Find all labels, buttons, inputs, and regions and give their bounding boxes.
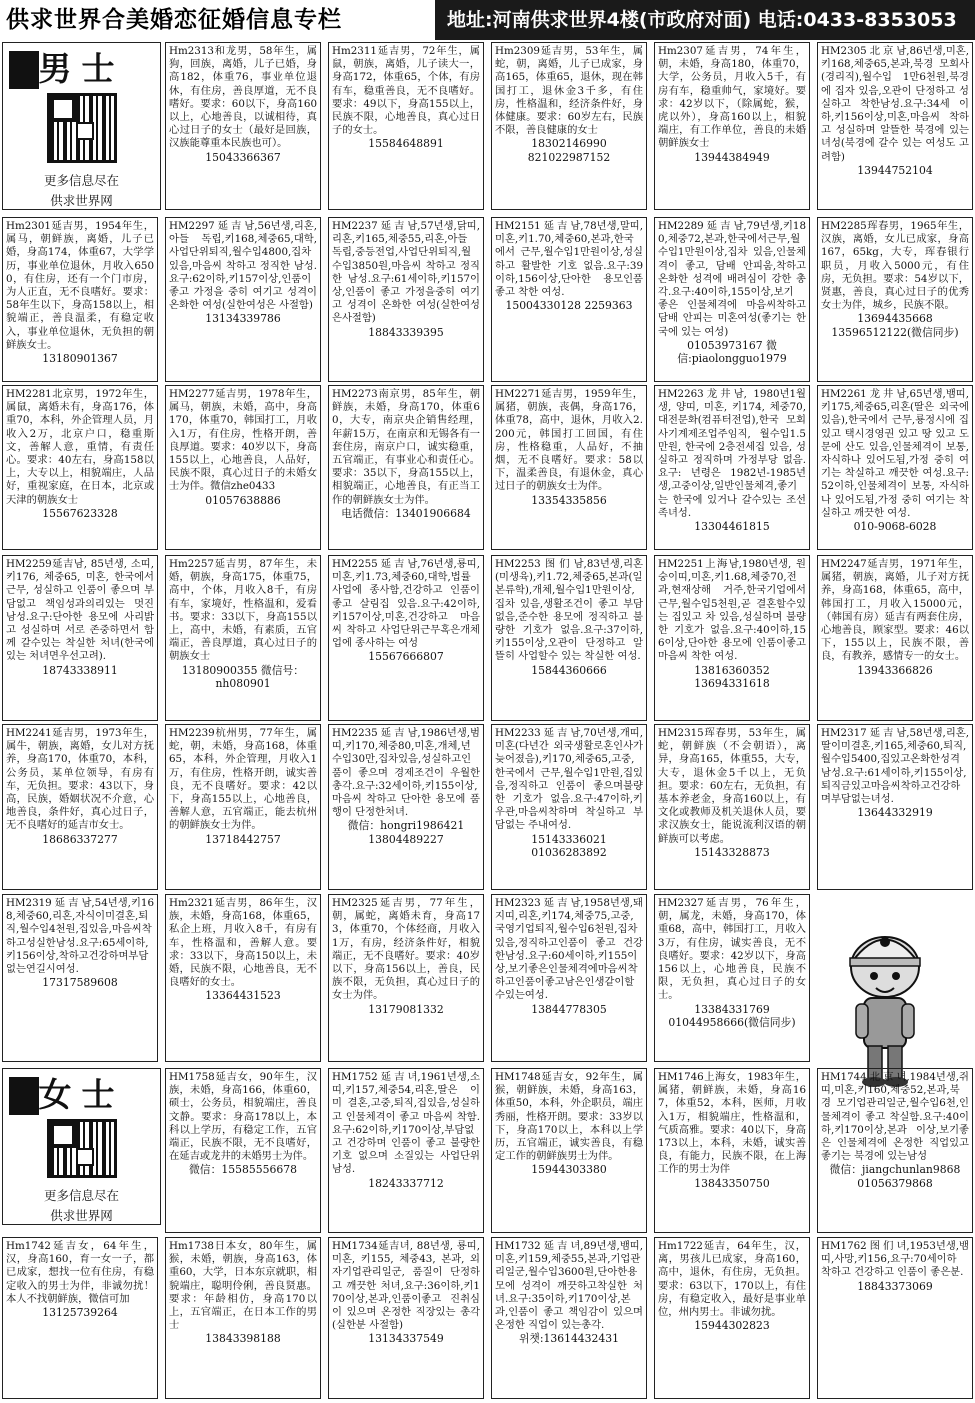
- ad-contact: 13944752104: [857, 163, 933, 177]
- ad-contact: 17317589608: [42, 976, 118, 990]
- header: [0, 0, 975, 40]
- ad-card: [2, 555, 158, 721]
- ad-card: [328, 1068, 484, 1233]
- ad-text: HM2247延吉男，1971年生，属猪，朝族，离婚，儿子对方抚养，身高168，体重65，高中，韩国打工，月收入15000元，（韩国有房）延吉有两套住房，心地善良，顾家型。要求：46以下，155以上，民族不限，善良，有教养，感情专一的女士。: [821, 558, 969, 663]
- ad-text: HM2273南京男，85年生，朝鲜族，未婚，身高170，体重60，大专，南京央企销售经理，年薪15万，在南京和无锡各有一套住房，南京户口，诚实稳重，五官端正，有事业心和责任心。要求：35以下，身高155以上，相貌端正，心地善良，有正当工作的朝鲜族女士为伴。: [332, 388, 480, 506]
- ad-card: [165, 894, 321, 1062]
- ad-contact: 13943366826: [857, 663, 933, 677]
- ad-card: [328, 724, 484, 890]
- ad-text: HM2327延吉男，76年生，朝，属龙，未婚，身高170，体重68，高中，韩国打工，月收入3万，有住房，诚实善良，无不良嗜好。要求：42岁以下，身高156以上，心地善良，民族不限，无负担，真心过日子的女士。: [658, 897, 806, 1002]
- ad-text: HM2319延吉남,54년생,키168,체중60,리혼,자식이미결혼,퇴직,월수입4천원,집있음,마음씨착하고성실한남성.요구:65세이하,키156이상,착하고건강하며부담없는연길시여성.: [6, 897, 154, 976]
- ad-contact: 15944303380: [531, 1163, 607, 1177]
- ad-card: [817, 555, 973, 721]
- mascot-illustration: [830, 912, 940, 1092]
- ad-card: [165, 724, 321, 890]
- ad-text: HM2237延吉남,57년생,닭띠,리혼,키165,체중55,리혼,아들 독립,중등전업,사업단위퇴직,월수입3850원,마음씨 착하고 정직한 남성.요구:61세이하,키157이상,인품이 좋고 가정을중히 여기고 성격이 온화한 여성(실한여성은사절함): [332, 220, 480, 325]
- ad-text: HM2239杭州男，77年生，属蛇，朝，未婚，身高168，体重65，本科，外企管理，月收入1万，有住房，性格开朗，诚实善良，无不良嗜好。要求：42以下，身高155以上，心地善良，善解人意，五官端正，能去杭州的朝鲜族女士为伴。: [169, 727, 317, 832]
- ad-contact: 01053973167 微信:piaolongguo1979: [677, 338, 787, 366]
- ad-card: [817, 217, 973, 382]
- ad-card: [491, 385, 647, 550]
- ad-text: HM1744北京녀,1984년생,쥐띠,미혼,키160,체중52,본과,북경 모기업관리일군,월수입6천,인물체격이 좋고 착실함.요구:40이하,키170이상,본과 이상,보기좋은 인물체격에 온정한 직업있고 좋기는 북경에 있는남성: [821, 1071, 969, 1163]
- ad-text: HM2151延吉남,78년생,말띠,미혼,키1.70,체중60,본과,한국에서 근무,월수입1만원이상,성실하고 활발한 기호 없음.요구:39이하,156이상,단아한 용모인품 좋고 착한 여성.: [495, 220, 643, 299]
- more-info-text: 更多信息尽在: [43, 1188, 119, 1203]
- ad-contact: 13134337549: [368, 1332, 444, 1346]
- ad-card: [165, 1068, 321, 1233]
- ad-text: HM2305北京남,86년생,미혼,키168,체중65,본과,북경 모회사(경리직),월수입 1만6천원,북경에 집자 있음,오관이 단정하고 성실하고 착한남성.요구:34세 이하,키156이상,미혼,마음씨 착하고 성실하며 알뜰한 북경에 있는 녀성(북경에 갈수 있는 여성도 고려함): [821, 45, 969, 163]
- site-name: 供求世界网: [50, 193, 113, 208]
- qr-code-icon: [47, 93, 117, 163]
- ad-contact: 15004330128 2259363: [505, 299, 633, 313]
- ad-contact: 15944302823: [694, 1319, 770, 1333]
- ad-contact: 13364431523: [205, 989, 281, 1003]
- ad-card: [654, 1237, 810, 1399]
- ad-card: [491, 894, 647, 1062]
- ad-text: HM1748延吉女，92年生，属猴，朝鲜族，未婚，身高163，体重50，本科，外企职员，端庄秀丽，性格开朗。要求：33岁以下，身高170以上，本科以上学历，五官端正，诚实善良，有稳定工作的朝鲜族男士为伴。: [495, 1071, 643, 1163]
- ad-text: HM1762图们녀,1953년생,뱀띠,사망,키156,요구:70세이하 착하고 건강하고 인품이 좋은분.: [821, 1240, 969, 1279]
- ad-contact: 13180900355 微信号：nh080901: [181, 663, 305, 691]
- ad-text: HM2277延吉男，1978年生，属马，朝族，未婚，高中，身高170，体重70，韩国打工，月收入1万，有住房，性格开朗，善良厚道。要求：40岁以下，身高155以上，心地善良，人品好，民族不限，真心过日子的未婚女士为伴。微信zhe0433: [169, 388, 317, 493]
- ad-card: [817, 1068, 973, 1233]
- ad-text: HM2233延吉남,70년생,개띠,미혼(다년간 외국생활로혼인사가 늦어졌음),키170,체중65,고중,한국에서 근무,월수입1만원,집있음,정직하고 인품이 좋으며불량한 기호가 없음.요구:47이하,키우관,마음씨착하며 착실하고 부담없는 주내여성.: [495, 727, 643, 832]
- page-title: 供求世界合美婚恋征婚信息专栏: [0, 0, 435, 40]
- ad-contact: 15567623328: [42, 506, 118, 520]
- ad-card: [817, 724, 973, 890]
- ad-contact: 13180901367: [42, 352, 118, 366]
- ad-text: HM2259延吉남, 85년생, 소띠, 키176, 체중65, 미혼, 한국에서 근무, 성실하고 인품이 좋으며 부담없고 책임성과의리있는 멋진 남성.요구:단아한 용모에 사리밝고 성실하며 서로 존중하면서 함께 갈수있는 착실한 처녀(한국에 있는 처녀면우선고려).: [6, 558, 154, 663]
- ad-text: HM2285珲春男，1965年生，汉族，离婚，女儿已成家，身高167，65kg，大专，珲春银行职员，月收入5000元，有住房，无负担。要求：54岁以下，贤惠，善良，真心过日子的优秀女士为伴，城乡，民族不限。: [821, 220, 969, 312]
- section-title: 男士: [3, 49, 160, 89]
- ad-card: [491, 42, 647, 210]
- ad-contact: 13644332919: [857, 806, 933, 820]
- ad-text: HM1732延吉녀,89년생,뱀띠,미혼,키159,체중55,본과,기업관리일군,월수입3600원,단아한용모에 성격이 깨끗하고착실한 처녀.요구:35이하,키170이상,본과,인품이 좋고 책임감이 있으며 온정한 직업이 있는총각.: [495, 1240, 643, 1332]
- ad-text: Hm1742延吉女，64年生，汉，身高160，育一女一子，都已成家，想找一位有住房，有稳定收入的男士为伴，非诚勿扰！本人不找朝鲜族，微信可加: [6, 1240, 154, 1305]
- ad-contact: 15043366367: [205, 150, 281, 164]
- ad-contact: 13125739264: [42, 1306, 118, 1320]
- ad-contact: 13384331769 01044958666(微信同步): [668, 1002, 796, 1030]
- ad-card: [2, 724, 158, 890]
- ad-contact: 18743338911: [42, 663, 118, 677]
- ad-contact: 13134339786: [205, 312, 281, 326]
- ad-contact: 13843398188: [205, 1332, 281, 1346]
- ad-card: [654, 555, 810, 721]
- ad-text: HM2271延吉男，1959年生，属猪，朝族，丧偶，身高176，体重78，高中，退休，月收入2.200元，韩国打工回国，有住房，性格稳重，人品好，不抽烟，无不良嗜好。要求：58以下，温柔善良，有退休金，真心过日子的朝族女士为伴。: [495, 388, 643, 493]
- ad-contact: 13844778305: [531, 1002, 607, 1016]
- ad-contact: 18302146990 821022987152: [527, 137, 611, 164]
- ad-text: HM1746上海女，1983年生，属猪，朝鲜族，未婚，身高167，体重52，本科，医师，月收入1万，相貌端庄，性格温和，气质高雅。要求：40以下，身高173以上，本科，未婚，诚实善良，有能力，民族不限，在上海工作的男士为伴: [658, 1071, 806, 1176]
- ad-text: HM2255延吉남,76년생,룡띠,미혼,키1.73,체중60,대학,법률사업에 종사함,건강하고 인품이 좋고 살림집 있음.요구:42이하,키157이상,미혼,건강하고 마음씨 착하고 사업단위근무혹은개체업에 종사하는 여성: [332, 558, 480, 650]
- ad-contact: 18843339395: [368, 325, 444, 339]
- ad-contact: 微信：15585556678: [189, 1163, 297, 1177]
- ad-contact: 위챗:13614432431: [518, 1332, 620, 1346]
- ad-text: HM2251上海남,1980년생, 원숭이띠,미혼,키1.68,체중70,전과,현재상해 거주,한국기업에서근무,월수입5천원,곧 결혼할수있는 집있고 차 있음,성실하며 불량한 기호가 없음.요구:40이하,156이상,단아한 용모에 인품이좋고 마음씨 착한 여성.: [658, 558, 806, 663]
- ad-text: Hm2321延吉男，86年生，汉族，未婚，身高168，体重65，私企上班，月收入8千，有房有车，性格温和，善解人意。要求：33以下，身高150以上，未婚，民族不限，心地善良，无不良嗜好的女士。: [169, 897, 317, 989]
- ad-contact: 13843350750: [694, 1176, 770, 1190]
- ad-text: HM2289延吉남,79년생,키180,체중72,본과,한국에서근무,월수입1만원이상,집차 있음,인물체격이 좋고, 담배 안피움,착하고 온화한 성격에 배려심이 강한 총각.요구:40이하,155이상,보기 좋은 인물체격에 마음씨착하고 담배 안피는 미혼여성(좋기는 한국에 있는 여성): [658, 220, 806, 338]
- ad-card: [491, 724, 647, 890]
- ad-contact: 13944384949: [694, 150, 770, 164]
- ad-contact: 15143336021 01036283892: [531, 832, 607, 860]
- ad-text: Hm1722延吉，64年生，汉，离，男孩儿已成家，身高160，高中，退休，有住房，无负担。要求：63以下，170以上，有住房，有稳定收入，最好是事业单位，州内男士。非诚勿扰。: [658, 1240, 806, 1319]
- ad-text: Hm2313和龙男，58年生，属狗，回族，离婚，儿子已婚，身高182，体重76，事业单位退休，有住房，善良厚道，无不良嗜好。要求：60以下，身高160以上，心地善良，以诚相待，真心过日子的女士（最好是回族，汉族能尊重本民族也可）。: [169, 45, 317, 150]
- qr-code-icon: [47, 1119, 117, 1178]
- ad-card: [165, 555, 321, 721]
- ad-contact: 010-9068-6028: [853, 520, 937, 534]
- ad-card: [2, 1237, 158, 1399]
- section-title: 女士: [3, 1075, 160, 1115]
- ad-contact: 13354335856: [531, 493, 607, 507]
- ad-card: [817, 1237, 973, 1399]
- ad-contact: 13718442757: [205, 832, 281, 846]
- ad-contact: 13179081332: [368, 1002, 444, 1016]
- ad-text: Hm2301延吉男，1954年生，属马，朝鲜族，离婚，儿子已婚，身高174，体重67，大学学历，事业单位退休，月收入6500，有住房，还有一个门市房，为人正直，无不良嗜好。要求：58年生以下，身高158以上，相貌端正，善良温柔，有稳定收入，事业单位退休，无负担的朝鲜族女士。: [6, 220, 154, 351]
- ad-card: [491, 217, 647, 382]
- ad-card: [2, 385, 158, 550]
- ad-card: [491, 1068, 647, 1233]
- ad-contact: 15143328873: [694, 845, 770, 859]
- site-name: 供求世界网: [50, 1208, 113, 1223]
- ad-card: [654, 217, 810, 382]
- ad-card: [817, 42, 973, 210]
- ad-card: [491, 555, 647, 721]
- ad-contact: 18686337277: [42, 832, 118, 846]
- ad-contact: 15567666807: [368, 650, 444, 664]
- ad-card: [328, 217, 484, 382]
- ad-contact: 15584648891: [368, 137, 444, 151]
- ad-card: [654, 894, 810, 1062]
- ad-text: HM2263龙井남, 1980년1월생, 양띠, 미혼, 키174, 체중70, 대전문화(컴퓨터전업),한국 모회사기계제조업주임직, 월수입1.5만원, 한국에 2층전세집 있음, 성실하고 정직하며 가정부당 없음. 요구: 년령은 1982년-1985년생,고중이상,일반인물체격,좋기는 한국에 있거나 갈수있는 조선족녀성.: [658, 388, 806, 519]
- ad-text: HM2253图们남,83년생,리혼(미생육),키1.72,체중65,본과(일본류학),개체,월수입1만원이상,집차 있음,생활조건이 좋고 부담없음,준수한 용모에 정직하고 불량한 기호가 없음.요구:37이하,키155이상,오관이 단정하고 알뜰히 사업할수 있는 착실한 여성.: [495, 558, 643, 663]
- ad-text: Hm2309延吉男，53年生，属蛇，朝，离婚，儿子已成家，身高165，体重65，退休，现在韩国打工，退休金3千多，有住房，性格温和，经济条件好，身体健康。要求：60岁左右，民族不限，善良健康的女士: [495, 45, 643, 137]
- ads-grid: [0, 42, 975, 1403]
- ad-text: HM2297延吉남,56년생,리혼,아들 독립,키168,체중65,대학,사업단위퇴직,월수입4800,집차있음,마음씨 착하고 정직한 남성.요구:62이하,키157이상,인품이 좋고 가정을 중히 여기고 성격이 온화한 여성(실한여성은 사절함): [169, 220, 317, 312]
- more-info-text: 更多信息尽在: [43, 173, 119, 188]
- ad-card: [654, 724, 810, 890]
- ad-text: HM1752延吉녀,1961년생,소띠,키157,체중54,리혼,딸은 이미 결혼,고중,퇴직,집있음,성실하고 인물체격이 좋고 마음씨 착함.요구:62이하,키170이상,부담없고 건강하며 인품이 좋고 불량한 기호 없으며 소질있는 사업단위남성.: [332, 1071, 480, 1176]
- ad-contact: 13304461815: [694, 520, 770, 534]
- ad-contact: 电话微信：13401906684: [341, 506, 471, 520]
- ad-text: HM2281北京男，1972年生，属鼠，离婚未有，身高176，体重70，本科，外企管理人员，月收入2万，北京户口，稳重斯文，善解人意，重情，有责任心。要求：40左右，身高158以上，大专以上，相貌端庄，人品好，重视家庭，在日本，北京或天津的朝族女士: [6, 388, 154, 506]
- ad-text: Hm1738日本女，80年生，属猴，未婚，朝族，身高163，体重60，大学，日本东京就职，相貌端庄，聪明伶俐，善良贤惠。要求：年龄相仿，身高170以上，五官端正，在日本工作的男士: [169, 1240, 317, 1332]
- ad-card: [328, 385, 484, 550]
- ad-text: HM2241延吉男，1973年生，属牛，朝族，离婚，女儿对方抚养，身高170，体重70，本科，公务员，某单位领导，有房有车，无负担。要求：43以下，身高，民族，婚姻状况不介意，心地善良，条件好，真心过日子，无不良嗜好的延吉市女士。: [6, 727, 154, 832]
- ad-card: [654, 385, 810, 550]
- ad-text: HM2317延吉남,58년생,리혼,딸이미결혼,키165,체중60,퇴직,월수입5400,집있고온화한성격남성.요구:61세이하,키155이상,퇴직금있고마음씨착하고건강하며부담없는녀성.: [821, 727, 969, 806]
- ad-card: [654, 1068, 810, 1233]
- female-section-label: [2, 1068, 161, 1225]
- ad-contact: 微信：hongri1986421 13804489227: [347, 819, 465, 846]
- ad-text: HM2261龙井남,65년생,뱀띠,키175,체중65,리혼(딸은 외국에 있음),한국에서 근무,룡정시에 집있고 택시경영권 있고 땅 있고 도문에 산도 있음,인물체격이 보통, 자식하나 있어도됨,가정 중히 여기는 착실하고 깨끗한 여성.요구:52이하,인물체격이 보통, 자식하나 있어도됨,가정 중히 여기는 착실하고 깨끗한 여성.: [821, 388, 969, 519]
- ad-contact: 13816360352 13694331618: [694, 663, 770, 691]
- ad-text: HM2323延吉남,1958년생,돼지띠,리혼,키174,체중75,고중,국영기업퇴직,월수입6천원,집차있음,정직하고인품이 좋고 건강한남성.요구:60세이하,키155이상,보기좋은인물체격에마음씨착하고인품이좋고남은인생같이할수있는여성.: [495, 897, 643, 1002]
- male-section-label: [2, 42, 161, 210]
- ad-text: HM2235延吉남,1986년생,범띠,키170,체중80,미혼,개체,년수입30만,집차있음,성실하고인품이 좋으며 경제조건이 우월한 총각.요구:32세이하,키155이상,마음씨 착하고 단아한 용모에 품행이 단정한처녀.: [332, 727, 480, 819]
- ad-card: [2, 894, 158, 1062]
- ad-card: [165, 217, 321, 382]
- ad-text: Hm2307延吉男，74年生，朝，未婚，身高180，体重70，大学，公务员，月收入5千，有房有车，稳重帅气，家境好。要求：42岁以下，（除属蛇，猴，虎以外），身高160以上，相貌端庄，有工作单位，善良的未婚朝鲜族女士: [658, 45, 806, 150]
- ad-card: [654, 42, 810, 210]
- ad-card: [491, 1237, 647, 1399]
- ad-contact: 01057638886: [205, 493, 281, 507]
- ad-contact: 15844360666: [531, 663, 607, 677]
- ad-card: [817, 385, 973, 550]
- ad-card: [2, 217, 158, 382]
- ad-text: HM2325延吉男，77年生，朝，属蛇，离婚未育，身高173，体重70，个体经商，月收入1万，有房，经济条件好，相貌端正，无不良嗜好。要求：40岁以下，身高156以上，善良，民族不限，无负担，真心过日子的女士为伴。: [332, 897, 480, 1002]
- ad-text: HM2315珲春男，53年生，属蛇，朝鲜族（不会朝语），离异，身高165，体重55，大专，大专，退休金5千以上，无负担。要求：60左右，无负担，有基本养老金，身高160以上，有文化或教师及机关退休人员，要求汉族女士，能说流利汉语的朝鲜族可以考虑。: [658, 727, 806, 845]
- ad-contact: 13694435668 13596512122(微信同步): [831, 312, 959, 339]
- ad-card: [328, 894, 484, 1062]
- ad-card: [165, 1237, 321, 1399]
- ad-card: [328, 42, 484, 210]
- ad-text: HM1734延吉녀, 88년생, 룡띠, 미혼, 키155, 체중43, 본과, 외자기업관리일군, 품질이 단정하고 깨끗한 처녀,요구:36이하,키170이상,본과,인품이좋고 진취심이 있으며 온정한 직장있는 총각(실한분 사절함): [332, 1240, 480, 1332]
- ad-card: [165, 42, 321, 210]
- ad-text: Hm2311延吉男，72年生，属鼠，朝族，离婚，儿子读大一，身高172，体重65，个体，有房有车，稳重善良，无不良嗜好。要求：49以下，身高155以上，民族不限，心地善良，真心过日子的女士。: [332, 45, 480, 137]
- ad-card: [165, 385, 321, 550]
- ad-contact: 18843373069: [857, 1279, 933, 1293]
- header-contact: 地址:河南供求世界4楼(市政府对面) 电话:0433-8353053: [435, 0, 975, 40]
- ad-text: Hm2257延吉男，87年生，未婚，朝族，身高175，体重75，高中，个体，月收入8千，有房有车，家境好，性格温和，爱看书。要求：33以下，身高155以上，高中，未婚，有素质，五官端正，善良厚道，真心过日子的朝族女士: [169, 558, 317, 663]
- ad-contact: 微信：jiangchunlan9868 01056379868: [829, 1163, 961, 1190]
- ad-card: [328, 555, 484, 721]
- ad-card: [328, 1237, 484, 1399]
- ad-contact: 18243337712: [368, 1176, 444, 1190]
- ad-text: HM1758延吉女，90年生，汉族，未婚，身高166，体重60，硕士，公务员，相貌端庄，善良文静。要求：身高178以上，本科以上学历，有稳定工作，五官端正，民族不限，无不良嗜好，在延吉或龙井的未婚男士为伴。: [169, 1071, 317, 1163]
